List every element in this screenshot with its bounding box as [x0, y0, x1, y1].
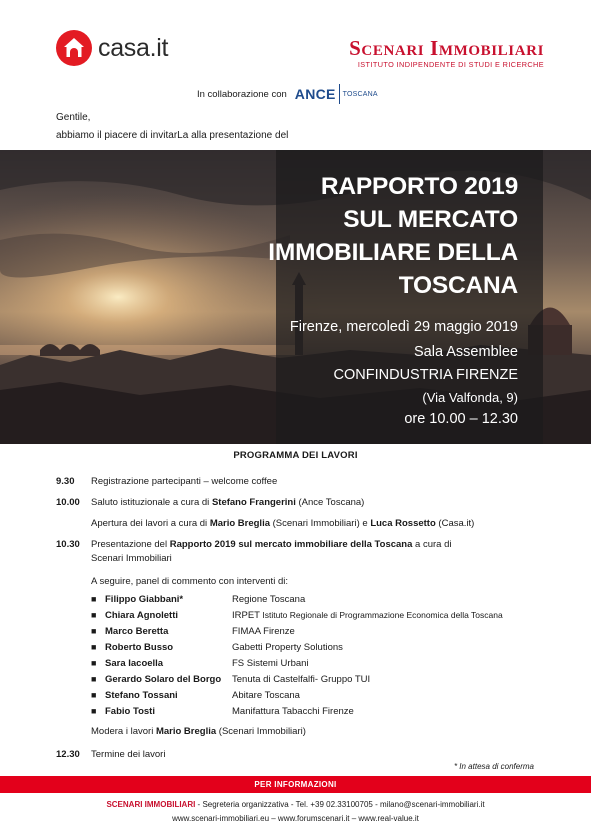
websites-line: www.scenari-immobiliari.eu – www.forumscenari.it – www.real-value.it	[172, 814, 419, 823]
confirmation-note: * In attesa di conferma	[453, 762, 534, 771]
panel-row	[91, 642, 551, 656]
event-hours: ore 10.00 – 12.30	[404, 411, 518, 427]
greeting-salutation: Gentile,	[56, 112, 91, 123]
event-title-line: SUL MERCATO	[343, 206, 518, 233]
program-item-text: Saluto istituzionale a cura di Stefano Frangerini (Ance Toscana)	[91, 497, 365, 508]
event-title-line: TOSCANA	[398, 272, 518, 299]
bullet-icon: ■	[91, 610, 97, 620]
program-time: 10.00	[56, 497, 80, 508]
bullet-icon: ■	[91, 706, 97, 716]
panel-row	[91, 674, 551, 688]
bullet-icon: ■	[91, 594, 97, 604]
event-title	[268, 170, 518, 302]
panel-row	[91, 610, 551, 624]
event-venue: CONFINDUSTRIA FIRENZE	[333, 367, 518, 383]
bullet-icon: ■	[91, 642, 97, 652]
scenari-immobiliari-logo	[349, 36, 544, 69]
program-item-text: Apertura dei lavori a cura di Mario Breglia (Scenari Immobiliari) e Luca Rossetto (Casa.it)	[91, 518, 475, 529]
program-time: 9.30	[56, 476, 75, 487]
bullet-icon: ■	[91, 626, 97, 636]
panelist-org: Gabetti Property Solutions	[232, 642, 343, 653]
panelist-name: Marco Beretta	[105, 626, 169, 637]
program-item-text: Registrazione partecipanti – welcome coffee	[91, 476, 278, 487]
panelist-org: IRPET Istituto Regionale di Programmazione Economica della Toscana	[232, 610, 503, 621]
ance-logo-region: TOSCANA	[342, 90, 378, 98]
house-icon	[56, 30, 92, 66]
bullet-icon: ■	[91, 658, 97, 668]
collaboration-label: In collaborazione con	[197, 88, 287, 100]
panelist-name: Chiara Agnoletti	[105, 610, 179, 621]
panelist-org: FIMAA Firenze	[232, 626, 295, 637]
bullet-icon: ■	[91, 674, 97, 684]
info-bar: PER INFORMAZIONI	[0, 776, 591, 793]
hero-banner	[0, 150, 591, 444]
event-room: Sala Assemblee	[414, 344, 518, 360]
program-title: PROGRAMMA DEI LAVORI	[233, 450, 358, 461]
panel-row	[91, 658, 551, 672]
panel-row	[91, 706, 551, 720]
panelist-org: Manifattura Tabacchi Firenze	[232, 706, 354, 717]
panel-intro: A seguire, panel di commento con interventi di:	[91, 576, 288, 587]
ance-logo-name: ANCE	[294, 86, 336, 102]
footer-brand: SCENARI IMMOBILIARI	[106, 800, 196, 809]
greeting-invitation: abbiamo il piacere di invitarLa alla presentazione del	[56, 130, 289, 141]
program-time: 12.30	[56, 749, 80, 760]
panelist-org: Tenuta di Castelfalfi- Gruppo TUI	[232, 674, 371, 685]
panelist-org: Abitare Toscana	[232, 690, 300, 701]
bullet-icon: ■	[91, 690, 97, 700]
panelist-org: Regione Toscana	[232, 594, 306, 605]
event-title-line: IMMOBILIARE DELLA	[268, 239, 518, 266]
panelist-name: Roberto Busso	[105, 642, 174, 653]
panelist-name: Filippo Giabbani*	[105, 594, 184, 605]
ance-logo-divider	[339, 84, 340, 104]
panelist-name: Stefano Tossani	[105, 690, 178, 701]
panelist-name: Fabio Tosti	[105, 706, 155, 717]
panel-row	[91, 690, 551, 704]
program-item-text-continued: Scenari Immobiliari	[91, 553, 172, 564]
panelist-name: Gerardo Solaro del Borgo	[105, 674, 222, 685]
panel-row	[91, 594, 551, 608]
moderator-line: Modera i lavori Mario Breglia (Scenari Immobiliari)	[91, 726, 306, 737]
program-item-text: Termine dei lavori	[91, 749, 166, 760]
program-item-text: Presentazione del Rapporto 2019 sul mercato immobiliare della Toscana a cura di	[91, 539, 452, 550]
program-time: 10.30	[56, 539, 80, 550]
panelist-name: Sara Iacoella	[105, 658, 164, 669]
event-date: Firenze, mercoledì 29 maggio 2019	[289, 319, 518, 335]
casa-it-logo	[56, 30, 168, 66]
scenari-logo-subtitle: ISTITUTO INDIPENDENTE DI STUDI E RICERCHE	[357, 60, 544, 69]
scenari-logo-name: Scenari Immobiliari	[349, 36, 544, 60]
event-title-line: RAPPORTO 2019	[320, 173, 518, 200]
contact-line	[0, 800, 591, 809]
panelist-org: FS Sistemi Urbani	[232, 658, 309, 669]
event-address: (Via Valfonda, 9)	[422, 390, 518, 405]
casa-logo-text: casa.it	[98, 33, 169, 62]
panel-row	[91, 626, 551, 640]
contact-details: - Segreteria organizzativa - Tel. +39 02.33100705 - milano@scenari-immobiliari.it	[195, 800, 485, 809]
collaboration-line	[197, 84, 378, 104]
